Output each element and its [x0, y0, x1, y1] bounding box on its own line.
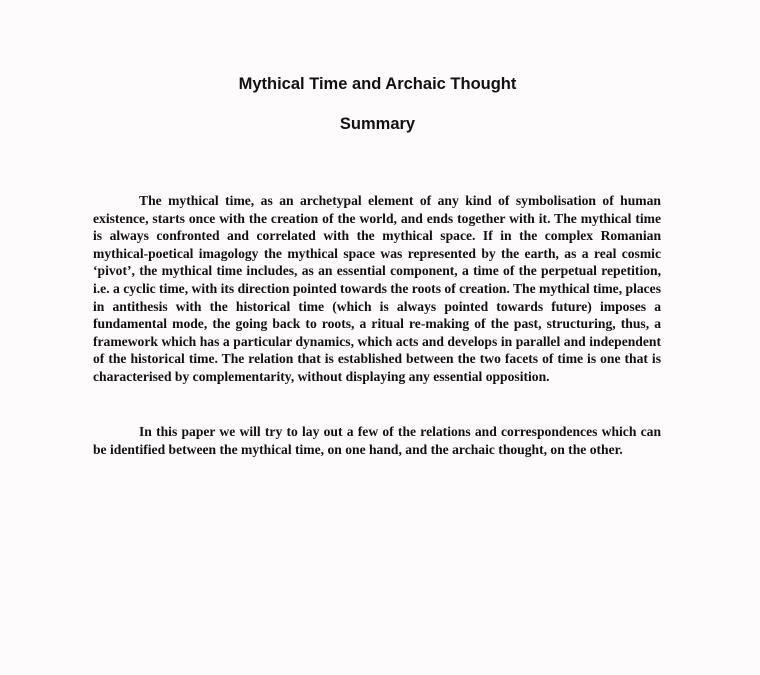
summary-paragraph-1: The mythical time, as an archetypal element of any kind of symbolisation of human existence, starts once with the creation of the world, and ends together with it. The mythical time is always confronted and correlated with the mythical space. If in the complex Romanian mythical-poetical imagology the mythical space was represented by the earth, as a real cosmic ‘pivot’, the mythical time includes, as an essential component, a time of the perpetual repetition, i.e. a cyclic time, with its direction pointed towards the roots of creation. The mythical time, places in antithesis with the historical time (which is always pointed towards future) imposes a fundamental mode, the going back to roots, a ritual re-making of the past, structuring, thus, a framework which has a particular dynamics, which acts and develops in parallel and independent of the historical time. The relation that is established between the two facets of time is one that is characterised by complementarity, without displaying any essential opposition. [93, 193, 661, 384]
document-subtitle: Summary [339, 115, 416, 133]
summary-paragraph-2: In this paper we will try to lay out a few of the relations and correspondences which can be identified between the mythical time, on one hand, and the archaic thought, on the other. [93, 424, 661, 457]
document-title: Mythical Time and Archaic Thought [238, 75, 517, 93]
